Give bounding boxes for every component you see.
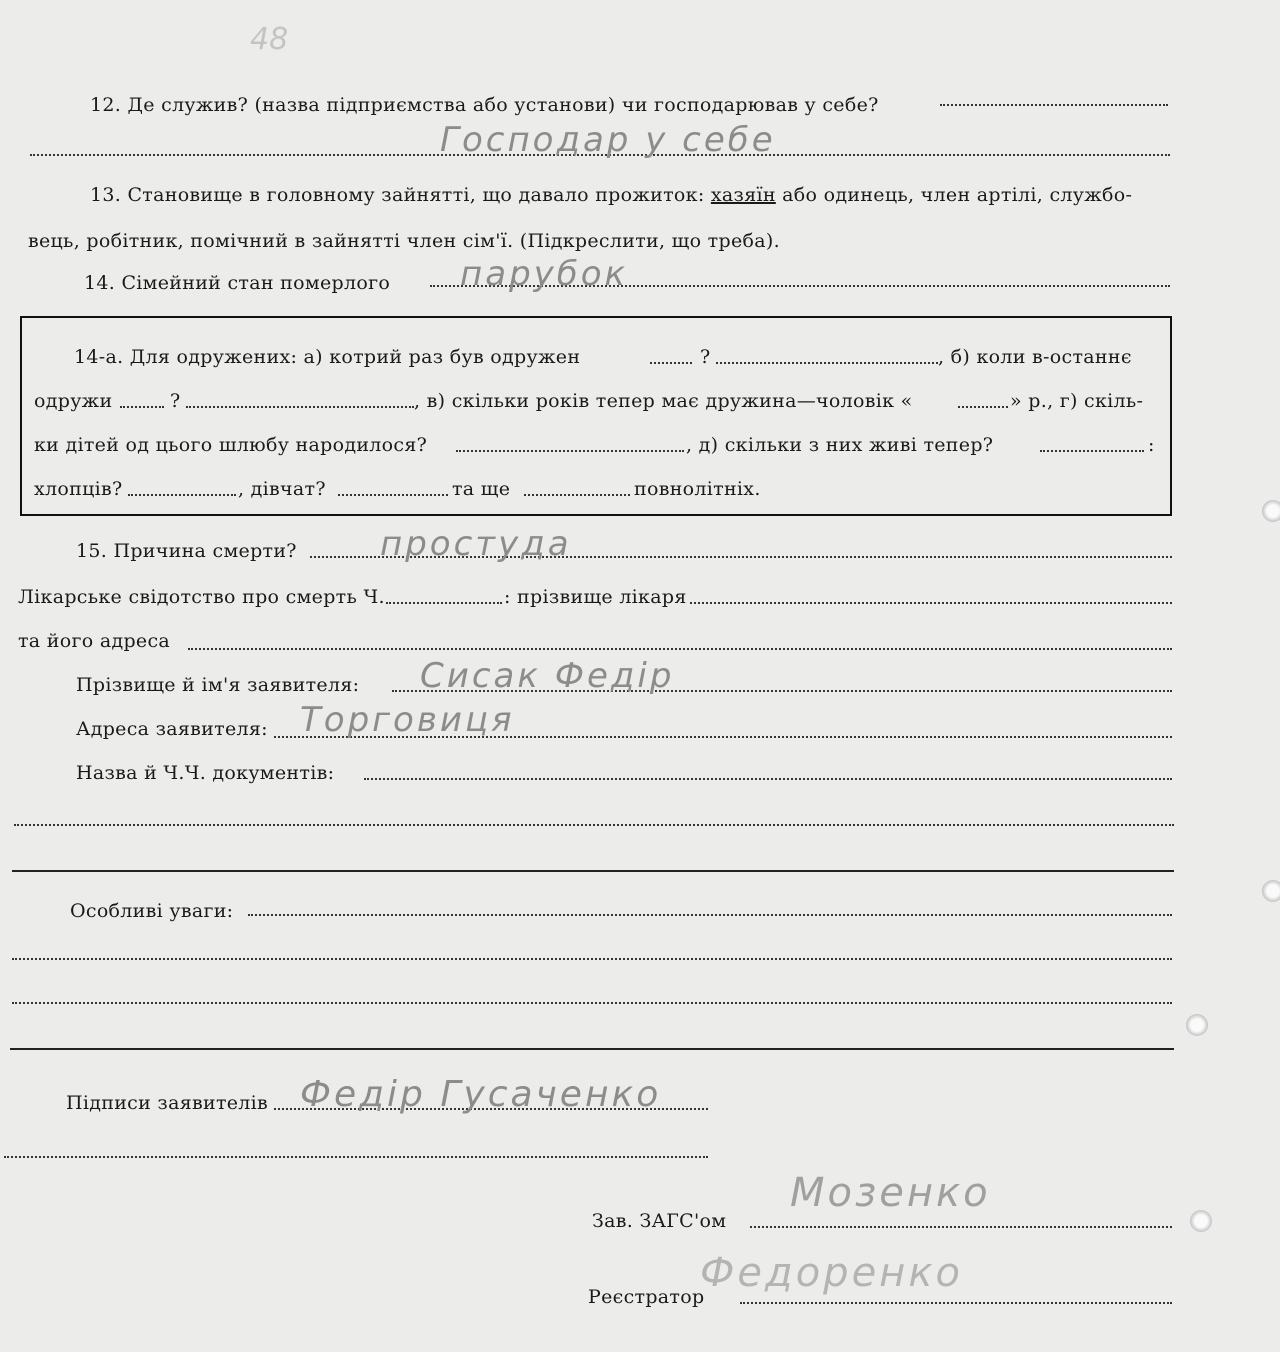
binding-hole — [1262, 500, 1280, 522]
binding-hole — [1262, 880, 1280, 902]
question-14a-mark: ? — [170, 390, 181, 412]
answer-line — [128, 494, 236, 496]
question-14a-line-4: хлопців? — [34, 478, 123, 500]
question-13-options: або одинець, член артілі, службо- — [782, 184, 1133, 206]
answer-line — [188, 648, 1172, 650]
binding-hole — [1190, 1210, 1212, 1232]
doctor-certificate: Лікарське свідотство про смерть Ч. — [18, 586, 385, 608]
answer-line — [12, 1002, 1172, 1004]
answer-line — [740, 1302, 1172, 1304]
answer-line — [940, 104, 1168, 106]
answer-line — [716, 362, 938, 364]
question-14a-line-2-mid: , в) скільки років тепер має дружина—чоловік « — [414, 390, 913, 412]
zags-head-label: Зав. ЗАГС'ом — [592, 1210, 727, 1232]
question-14a-mark: ? — [700, 346, 711, 368]
question-14a-line-3-end: : — [1148, 434, 1155, 456]
answer-line — [750, 1226, 1172, 1228]
handwriting-cause: простуда — [380, 524, 572, 564]
question-14a-line-3-mid: , д) скільки з них живі тепер? — [686, 434, 994, 456]
answer-line — [14, 824, 1174, 826]
question-14a-line-2-end: » р., г) скіль- — [1010, 390, 1144, 412]
binding-hole — [1186, 1014, 1208, 1036]
question-14a-line-2: одружи — [34, 390, 113, 412]
answer-line — [650, 362, 692, 364]
question-13-underlined-option: хазяїн — [710, 184, 776, 206]
handwriting-registrar-signature: Федоренко — [700, 1250, 963, 1296]
answer-line — [12, 958, 1172, 960]
question-12: 12. Де служив? (назва підприємства або установи) чи господарював у себе? — [90, 94, 879, 116]
page-number: 48 — [250, 22, 289, 57]
applicant-address-label: Адреса заявителя: — [76, 718, 268, 740]
answer-line — [120, 406, 164, 408]
applicant-name-label: Прізвище й ім'я заявителя: — [76, 674, 360, 696]
answer-line — [364, 778, 1172, 780]
question-14a-also: та ще — [452, 478, 511, 500]
handwriting-zags-signature: Мозенко — [790, 1170, 991, 1216]
doctor-name: : прізвище лікаря — [504, 586, 687, 608]
answer-line — [456, 450, 684, 452]
documents-label: Назва й Ч.Ч. документів: — [76, 762, 335, 784]
answer-line — [4, 1156, 708, 1158]
answer-line — [338, 494, 448, 496]
answer-line — [386, 602, 502, 604]
question-15: 15. Причина смерти? — [76, 540, 297, 562]
answer-line — [690, 602, 1172, 604]
registrar-label: Реєстратор — [588, 1286, 705, 1308]
answer-line — [186, 406, 414, 408]
question-14a-adults: повнолітніх. — [634, 478, 761, 500]
handwriting-address: Торговиця — [300, 700, 515, 740]
question-14a-line-3: ки дітей од цього шлюбу народилося? — [34, 434, 428, 456]
handwriting-applicant: Сисак Федір — [420, 656, 675, 696]
question-14: 14. Сімейний стан померлого — [84, 272, 391, 294]
question-14a-girls: , дівчат? — [238, 478, 326, 500]
question-13 — [90, 184, 1132, 206]
remarks-label: Особливі уваги: — [70, 900, 234, 922]
handwriting-occupation: Господар у себе — [440, 120, 776, 160]
answer-line — [958, 406, 1008, 408]
handwriting-signature: Федір Гусаченко — [300, 1074, 662, 1115]
section-divider — [12, 870, 1174, 872]
question-13-continued: вець, робітник, помічний в зайнятті член сім'ї. (Підкреслити, що треба). — [28, 230, 780, 252]
signatures-label: Підписи заявителів — [66, 1092, 269, 1114]
question-14a-line-1: 14-а. Для одружених: а) котрий раз був одружен — [74, 346, 581, 368]
answer-line — [1040, 450, 1144, 452]
answer-line — [524, 494, 630, 496]
question-13-text: 13. Становище в головному зайнятті, що давало прожиток: — [90, 184, 705, 206]
section-divider — [10, 1048, 1174, 1050]
handwriting-marital-status: парубок — [460, 254, 629, 294]
doctor-address: та його адреса — [18, 630, 171, 652]
question-14a-line-1-end: , б) коли в-останнє — [938, 346, 1132, 368]
answer-line — [248, 914, 1172, 916]
